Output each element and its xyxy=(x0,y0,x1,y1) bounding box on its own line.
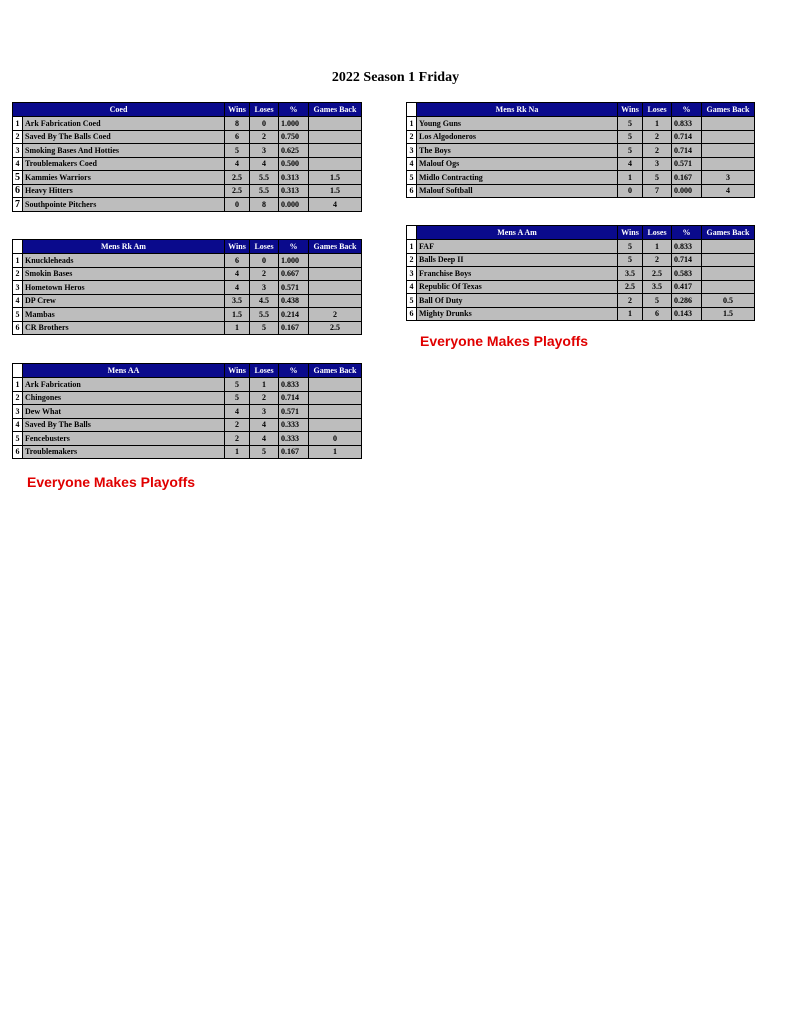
team-name: Smokin Bases xyxy=(23,267,225,281)
pct-header: % xyxy=(279,240,309,254)
rank-cell: 1 xyxy=(407,117,417,131)
loses-header: Loses xyxy=(643,103,672,117)
rank-cell: 1 xyxy=(407,240,417,254)
games-back-header: Games Back xyxy=(309,240,362,254)
pct-header: % xyxy=(672,103,702,117)
team-name: Heavy Hitters xyxy=(23,184,225,198)
page-title: 2022 Season 1 Friday xyxy=(331,70,460,85)
loses-cell: 4 xyxy=(250,157,279,171)
games-back-cell xyxy=(309,254,362,268)
team-name: Ark Fabrication Coed xyxy=(23,117,225,131)
loses-cell: 4 xyxy=(250,418,279,432)
team-name: Los Algodoneros xyxy=(417,130,618,144)
loses-cell: 3 xyxy=(643,157,672,171)
pct-cell: 0.571 xyxy=(672,157,702,171)
team-name: Smoking Bases And Hotties xyxy=(23,144,225,158)
games-back-cell xyxy=(309,294,362,308)
loses-cell: 5.5 xyxy=(250,171,279,185)
loses-cell: 1 xyxy=(250,378,279,392)
wins-cell: 2.5 xyxy=(618,280,643,294)
rank-cell: 3 xyxy=(407,267,417,281)
wins-header: Wins xyxy=(225,103,250,117)
wins-cell: 1 xyxy=(225,445,250,459)
pct-cell: 0.313 xyxy=(279,184,309,198)
rank-cell: 3 xyxy=(13,281,23,295)
rank-cell: 3 xyxy=(13,405,23,419)
wins-cell: 1 xyxy=(618,171,643,185)
team-name: Franchise Boys xyxy=(417,267,618,281)
pct-cell: 0.833 xyxy=(672,117,702,131)
team-name: FAF xyxy=(417,240,618,254)
wins-cell: 6 xyxy=(225,254,250,268)
loses-cell: 6 xyxy=(643,307,672,321)
wins-cell: 4 xyxy=(225,267,250,281)
loses-cell: 3 xyxy=(250,144,279,158)
loses-cell: 5 xyxy=(250,445,279,459)
team-name: Saved By The Balls Coed xyxy=(23,130,225,144)
rank-header xyxy=(13,364,23,378)
loses-cell: 3 xyxy=(250,405,279,419)
wins-cell: 5 xyxy=(618,130,643,144)
table-row xyxy=(407,294,755,308)
games-back-cell xyxy=(702,240,755,254)
loses-cell: 4 xyxy=(250,432,279,446)
table-row xyxy=(13,281,362,295)
wins-cell: 5 xyxy=(618,144,643,158)
pct-header: % xyxy=(279,103,309,117)
wins-cell: 2 xyxy=(225,418,250,432)
games-back-cell: 1.5 xyxy=(702,307,755,321)
wins-cell: 6 xyxy=(225,130,250,144)
wins-cell: 4 xyxy=(225,281,250,295)
wins-cell: 2.5 xyxy=(225,184,250,198)
loses-header: Loses xyxy=(250,364,279,378)
team-name: Mambas xyxy=(23,308,225,322)
table-row xyxy=(13,130,362,144)
pct-cell: 0.714 xyxy=(672,253,702,267)
mens-rk-na-standings-table xyxy=(406,102,755,198)
pct-cell: 0.167 xyxy=(279,445,309,459)
pct-header: % xyxy=(672,226,702,240)
table-row xyxy=(407,307,755,321)
loses-cell: 0 xyxy=(250,254,279,268)
pct-cell: 0.833 xyxy=(279,378,309,392)
games-back-cell xyxy=(309,405,362,419)
table-row xyxy=(407,144,755,158)
games-back-cell xyxy=(309,157,362,171)
wins-cell: 5 xyxy=(618,253,643,267)
rank-cell: 5 xyxy=(13,171,23,185)
team-name: Republic Of Texas xyxy=(417,280,618,294)
games-back-cell xyxy=(309,281,362,295)
wins-cell: 4 xyxy=(225,405,250,419)
table-row xyxy=(407,240,755,254)
loses-cell: 8 xyxy=(250,198,279,212)
pct-cell: 0.167 xyxy=(279,321,309,335)
rank-cell: 6 xyxy=(13,321,23,335)
team-name: DP Crew xyxy=(23,294,225,308)
games-back-header: Games Back xyxy=(309,103,362,117)
pct-cell: 0.833 xyxy=(672,240,702,254)
pct-cell: 0.583 xyxy=(672,267,702,281)
games-back-cell xyxy=(309,418,362,432)
loses-cell: 2.5 xyxy=(643,267,672,281)
pct-cell: 0.417 xyxy=(672,280,702,294)
rank-cell: 4 xyxy=(13,157,23,171)
team-name: Southpointe Pitchers xyxy=(23,198,225,212)
table-row xyxy=(13,267,362,281)
rank-cell: 7 xyxy=(13,198,23,212)
loses-cell: 5 xyxy=(643,294,672,308)
wins-header: Wins xyxy=(225,240,250,254)
loses-cell: 5 xyxy=(643,171,672,185)
wins-cell: 3.5 xyxy=(225,294,250,308)
loses-cell: 1 xyxy=(643,117,672,131)
wins-header: Wins xyxy=(225,364,250,378)
rank-cell: 2 xyxy=(13,391,23,405)
team-name: Midlo Contracting xyxy=(417,171,618,185)
wins-cell: 5 xyxy=(225,378,250,392)
rank-cell: 2 xyxy=(13,267,23,281)
table-row xyxy=(407,267,755,281)
rank-cell: 5 xyxy=(13,432,23,446)
rank-header xyxy=(407,226,417,240)
rank-cell: 4 xyxy=(407,157,417,171)
pct-cell: 0.714 xyxy=(672,144,702,158)
pct-header: % xyxy=(279,364,309,378)
loses-cell: 5 xyxy=(250,321,279,335)
pct-cell: 0.625 xyxy=(279,144,309,158)
pct-cell: 0.313 xyxy=(279,171,309,185)
pct-cell: 0.714 xyxy=(279,391,309,405)
team-name: The Boys xyxy=(417,144,618,158)
wins-cell: 1 xyxy=(225,321,250,335)
loses-cell: 2 xyxy=(250,267,279,281)
rank-cell: 5 xyxy=(13,308,23,322)
table-row xyxy=(13,157,362,171)
wins-header: Wins xyxy=(618,103,643,117)
wins-cell: 3.5 xyxy=(618,267,643,281)
wins-cell: 5 xyxy=(225,391,250,405)
team-name: Fencebusters xyxy=(23,432,225,446)
games-back-cell xyxy=(309,144,362,158)
division-name: Mens Rk Na xyxy=(417,103,618,117)
loses-cell: 0 xyxy=(250,117,279,131)
games-back-cell xyxy=(702,117,755,131)
games-back-cell: 4 xyxy=(309,198,362,212)
pct-cell: 0.333 xyxy=(279,418,309,432)
games-back-cell: 1 xyxy=(309,445,362,459)
loses-cell: 2 xyxy=(250,391,279,405)
playoffs-note-mens-a-am: Everyone Makes Playoffs xyxy=(420,333,589,349)
pct-cell: 0.333 xyxy=(279,432,309,446)
loses-header: Loses xyxy=(250,103,279,117)
pct-cell: 0.000 xyxy=(279,198,309,212)
team-name: Mighty Drunks xyxy=(417,307,618,321)
table-row xyxy=(13,321,362,335)
games-back-cell: 1.5 xyxy=(309,184,362,198)
wins-cell: 5 xyxy=(618,240,643,254)
wins-cell: 1.5 xyxy=(225,308,250,322)
games-back-cell xyxy=(309,391,362,405)
team-name: Ark Fabrication xyxy=(23,378,225,392)
pct-cell: 0.214 xyxy=(279,308,309,322)
wins-header: Wins xyxy=(618,226,643,240)
division-name: Mens A Am xyxy=(417,226,618,240)
pct-cell: 0.714 xyxy=(672,130,702,144)
rank-cell: 2 xyxy=(407,253,417,267)
loses-cell: 4.5 xyxy=(250,294,279,308)
wins-cell: 5 xyxy=(225,144,250,158)
games-back-cell xyxy=(702,144,755,158)
rank-cell: 4 xyxy=(13,418,23,432)
games-back-cell xyxy=(309,267,362,281)
table-row xyxy=(407,253,755,267)
pct-cell: 0.000 xyxy=(672,184,702,198)
team-name: Kammies Warriors xyxy=(23,171,225,185)
games-back-header: Games Back xyxy=(702,103,755,117)
pct-cell: 0.143 xyxy=(672,307,702,321)
games-back-cell: 4 xyxy=(702,184,755,198)
pct-cell: 0.571 xyxy=(279,405,309,419)
team-name: Malouf Ogs xyxy=(417,157,618,171)
pct-cell: 0.750 xyxy=(279,130,309,144)
loses-cell: 5.5 xyxy=(250,308,279,322)
table-row xyxy=(13,117,362,131)
rank-cell: 2 xyxy=(13,130,23,144)
games-back-cell xyxy=(702,130,755,144)
rank-cell: 1 xyxy=(13,117,23,131)
rank-cell: 5 xyxy=(407,294,417,308)
wins-cell: 2.5 xyxy=(225,171,250,185)
rank-cell: 1 xyxy=(13,378,23,392)
team-name: Malouf Softball xyxy=(417,184,618,198)
games-back-header: Games Back xyxy=(702,226,755,240)
team-name: Troublemakers xyxy=(23,445,225,459)
loses-header: Loses xyxy=(250,240,279,254)
pct-cell: 0.286 xyxy=(672,294,702,308)
table-row xyxy=(407,157,755,171)
rank-cell: 2 xyxy=(407,130,417,144)
wins-cell: 1 xyxy=(618,307,643,321)
table-row xyxy=(13,198,362,212)
loses-cell: 2 xyxy=(643,130,672,144)
games-back-cell xyxy=(309,117,362,131)
rank-cell: 6 xyxy=(407,184,417,198)
wins-cell: 2 xyxy=(225,432,250,446)
loses-cell: 3 xyxy=(250,281,279,295)
team-name: Knuckleheads xyxy=(23,254,225,268)
table-row xyxy=(407,184,755,198)
table-row xyxy=(13,405,362,419)
pct-cell: 0.167 xyxy=(672,171,702,185)
pct-cell: 0.667 xyxy=(279,267,309,281)
pct-cell: 1.000 xyxy=(279,254,309,268)
games-back-cell xyxy=(309,378,362,392)
table-row xyxy=(13,254,362,268)
division-name: Mens Rk Am xyxy=(23,240,225,254)
mens-rk-am-standings-table xyxy=(12,239,362,335)
rank-cell: 6 xyxy=(407,307,417,321)
table-row xyxy=(13,308,362,322)
division-name: Coed xyxy=(13,103,225,117)
games-back-cell xyxy=(702,280,755,294)
rank-cell: 6 xyxy=(13,445,23,459)
team-name: Troublemakers Coed xyxy=(23,157,225,171)
rank-cell: 5 xyxy=(407,171,417,185)
rank-cell: 3 xyxy=(13,144,23,158)
wins-cell: 2 xyxy=(618,294,643,308)
games-back-cell xyxy=(309,130,362,144)
table-row xyxy=(13,391,362,405)
team-name: Chingones xyxy=(23,391,225,405)
wins-cell: 5 xyxy=(618,117,643,131)
mens-aa-standings-table xyxy=(12,363,362,459)
playoffs-note-mens-aa: Everyone Makes Playoffs xyxy=(27,474,196,490)
games-back-cell: 2.5 xyxy=(309,321,362,335)
team-name: CR Brothers xyxy=(23,321,225,335)
rank-cell: 4 xyxy=(13,294,23,308)
wins-cell: 0 xyxy=(225,198,250,212)
rank-cell: 3 xyxy=(407,144,417,158)
pct-cell: 0.500 xyxy=(279,157,309,171)
games-back-cell: 1.5 xyxy=(309,171,362,185)
team-name: Balls Deep II xyxy=(417,253,618,267)
loses-cell: 2 xyxy=(250,130,279,144)
table-row xyxy=(13,144,362,158)
wins-cell: 0 xyxy=(618,184,643,198)
rank-cell: 6 xyxy=(13,184,23,198)
table-row xyxy=(407,130,755,144)
table-row xyxy=(13,184,362,198)
table-row xyxy=(13,445,362,459)
games-back-cell: 0.5 xyxy=(702,294,755,308)
games-back-cell: 3 xyxy=(702,171,755,185)
team-name: Hometown Heros xyxy=(23,281,225,295)
games-back-cell xyxy=(702,157,755,171)
pct-cell: 0.571 xyxy=(279,281,309,295)
games-back-cell: 0 xyxy=(309,432,362,446)
games-back-cell xyxy=(702,253,755,267)
wins-cell: 4 xyxy=(618,157,643,171)
loses-cell: 3.5 xyxy=(643,280,672,294)
pct-cell: 1.000 xyxy=(279,117,309,131)
table-row xyxy=(13,378,362,392)
wins-cell: 4 xyxy=(225,157,250,171)
loses-header: Loses xyxy=(643,226,672,240)
table-row xyxy=(13,432,362,446)
loses-cell: 2 xyxy=(643,144,672,158)
mens-a-am-standings-table xyxy=(406,225,755,321)
table-row xyxy=(13,294,362,308)
pct-cell: 0.438 xyxy=(279,294,309,308)
rank-header xyxy=(13,240,23,254)
coed-standings-table xyxy=(12,102,362,212)
table-row xyxy=(407,117,755,131)
table-row xyxy=(13,171,362,185)
loses-cell: 7 xyxy=(643,184,672,198)
games-back-cell xyxy=(702,267,755,281)
team-name: Saved By The Balls xyxy=(23,418,225,432)
wins-cell: 8 xyxy=(225,117,250,131)
games-back-header: Games Back xyxy=(309,364,362,378)
table-row xyxy=(13,418,362,432)
division-name: Mens AA xyxy=(23,364,225,378)
games-back-cell: 2 xyxy=(309,308,362,322)
loses-cell: 5.5 xyxy=(250,184,279,198)
table-row xyxy=(407,171,755,185)
team-name: Ball Of Duty xyxy=(417,294,618,308)
rank-cell: 4 xyxy=(407,280,417,294)
loses-cell: 1 xyxy=(643,240,672,254)
team-name: Dew What xyxy=(23,405,225,419)
team-name: Young Guns xyxy=(417,117,618,131)
rank-cell: 1 xyxy=(13,254,23,268)
rank-header xyxy=(407,103,417,117)
table-row xyxy=(407,280,755,294)
loses-cell: 2 xyxy=(643,253,672,267)
